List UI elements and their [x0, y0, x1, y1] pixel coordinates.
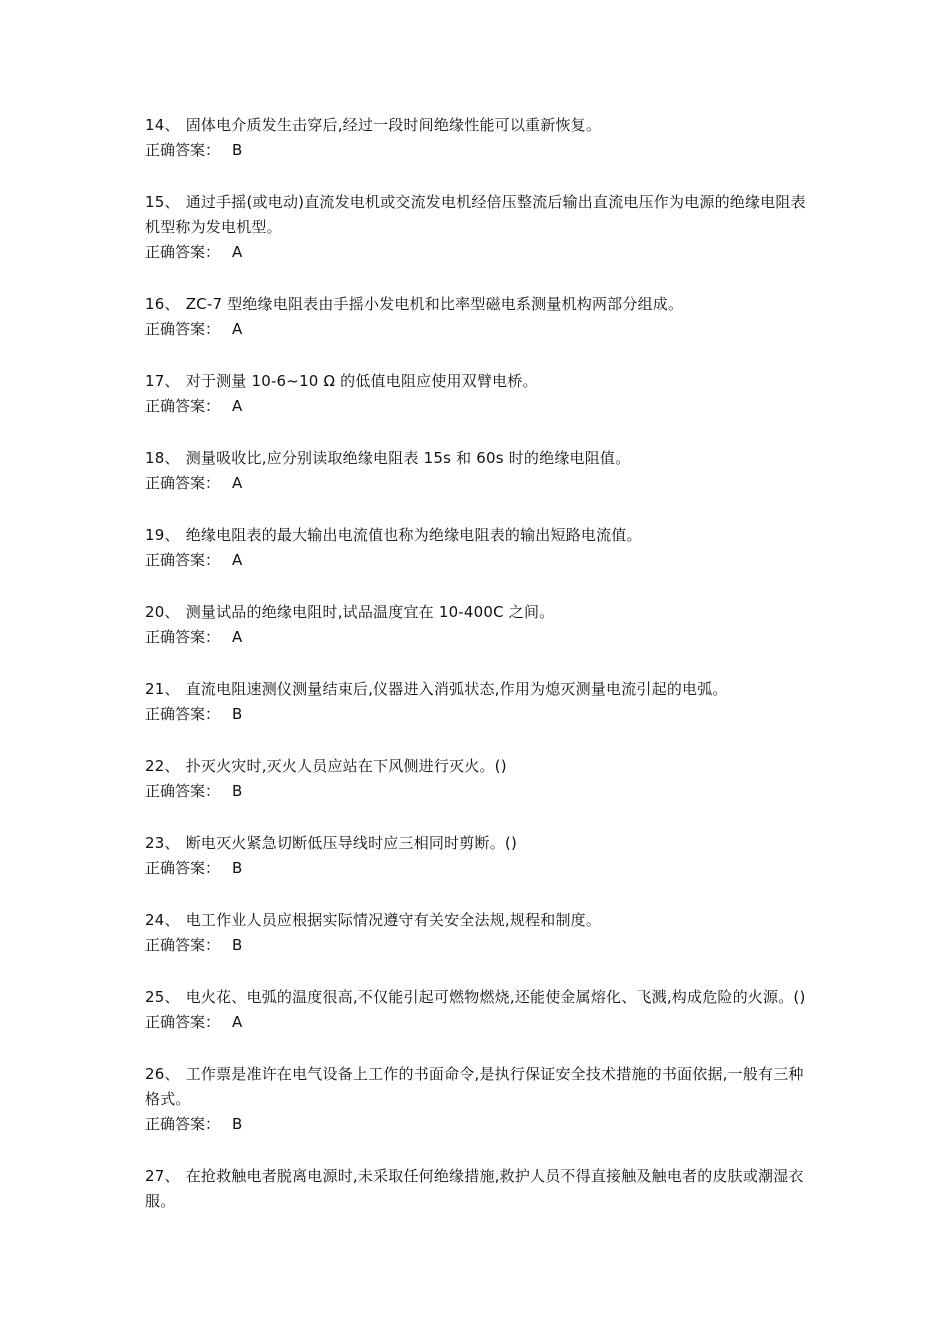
answer-label: 正确答案：: [145, 141, 221, 159]
question-item: [145, 600, 810, 650]
question-text: 固体电介质发生击穿后,经过一段时间绝缘性能可以重新恢复。: [185, 116, 602, 134]
question-item: [145, 292, 810, 342]
question-number: 14、: [145, 116, 180, 134]
question-number: 19、: [145, 526, 180, 544]
answer-line: [145, 1010, 810, 1035]
answer-line: [145, 240, 810, 265]
answer-value: B: [232, 859, 243, 877]
answer-line: [145, 1112, 810, 1137]
question-item: [145, 1062, 810, 1137]
answer-line: [145, 317, 810, 342]
question-number: 27、: [145, 1167, 180, 1185]
question-item: [145, 754, 810, 804]
answer-value: B: [232, 705, 243, 723]
answer-label: 正确答案：: [145, 859, 221, 877]
question-list: [145, 113, 810, 1241]
answer-line: [145, 548, 810, 573]
question-text: 直流电阻速测仪测量结束后,仪器进入消弧状态,作用为熄灭测量电流引起的电弧。: [185, 680, 728, 698]
answer-value: B: [232, 1115, 243, 1133]
answer-label: 正确答案：: [145, 1013, 221, 1031]
answer-value: B: [232, 782, 243, 800]
question-number: 22、: [145, 757, 180, 775]
answer-label: 正确答案：: [145, 1115, 221, 1133]
question-number: 21、: [145, 680, 180, 698]
answer-value: B: [232, 141, 243, 159]
question-text: 绝缘电阻表的最大输出电流值也称为绝缘电阻表的输出短路电流值。: [185, 526, 642, 544]
question-text: 电工作业人员应根据实际情况遵守有关安全法规,规程和制度。: [185, 911, 602, 929]
question-text: 通过手摇(或电动)直流发电机或交流发电机经倍压整流后输出直流电压作为电源的绝缘电阻表机型称为发电机型。: [145, 193, 806, 236]
question-item: [145, 523, 810, 573]
answer-line: [145, 394, 810, 419]
question-item: [145, 831, 810, 881]
question-item: [145, 677, 810, 727]
question-text: 对于测量 10-6~10 Ω 的低值电阻应使用双臂电桥。: [185, 372, 538, 390]
answer-value: A: [232, 243, 243, 261]
question-text: 在抢救触电者脱离电源时,未采取任何绝缘措施,救护人员不得直接触及触电者的皮肤或潮湿衣服。: [145, 1167, 804, 1210]
answer-label: 正确答案：: [145, 628, 221, 646]
answer-label: 正确答案：: [145, 782, 221, 800]
question-number: 25、: [145, 988, 180, 1006]
answer-label: 正确答案：: [145, 474, 221, 492]
question-item: [145, 113, 810, 163]
answer-line: [145, 471, 810, 496]
question-number: 23、: [145, 834, 180, 852]
question-text: 测量试品的绝缘电阻时,试品温度宜在 10-400C 之间。: [185, 603, 555, 621]
answer-value: A: [232, 320, 243, 338]
answer-value: B: [232, 936, 243, 954]
question-number: 24、: [145, 911, 180, 929]
answer-label: 正确答案：: [145, 936, 221, 954]
answer-value: A: [232, 397, 243, 415]
answer-line: [145, 779, 810, 804]
answer-value: A: [232, 551, 243, 569]
question-item: [145, 190, 810, 265]
question-item: [145, 908, 810, 958]
answer-value: A: [232, 628, 243, 646]
answer-line: [145, 625, 810, 650]
question-number: 15、: [145, 193, 180, 211]
question-number: 17、: [145, 372, 180, 390]
question-number: 18、: [145, 449, 180, 467]
answer-value: A: [232, 1013, 243, 1031]
answer-label: 正确答案：: [145, 320, 221, 338]
answer-label: 正确答案：: [145, 243, 221, 261]
question-item: [145, 1164, 810, 1214]
question-item: [145, 985, 810, 1035]
question-item: [145, 369, 810, 419]
answer-label: 正确答案：: [145, 551, 221, 569]
answer-line: [145, 933, 810, 958]
answer-value: A: [232, 474, 243, 492]
answer-line: [145, 702, 810, 727]
question-item: [145, 446, 810, 496]
question-text: 测量吸收比,应分别读取绝缘电阻表 15s 和 60s 时的绝缘电阻值。: [185, 449, 631, 467]
question-text: 断电灭火紧急切断低压导线时应三相同时剪断。(): [185, 834, 517, 852]
question-text: 工作票是准许在电气设备上工作的书面命令,是执行保证安全技术措施的书面依据,一般有三种格式。: [145, 1065, 804, 1108]
answer-line: [145, 856, 810, 881]
answer-label: 正确答案：: [145, 397, 221, 415]
question-text: 扑灭火灾时,灭火人员应站在下风侧进行灭火。(): [185, 757, 507, 775]
question-number: 20、: [145, 603, 180, 621]
question-text: ZC-7 型绝缘电阻表由手摇小发电机和比率型磁电系测量机构两部分组成。: [185, 295, 684, 313]
answer-line: [145, 138, 810, 163]
question-number: 26、: [145, 1065, 180, 1083]
question-text: 电火花、电弧的温度很高,不仅能引起可燃物燃烧,还能使金属熔化、飞溅,构成危险的火源。(): [185, 988, 806, 1006]
question-number: 16、: [145, 295, 180, 313]
answer-label: 正确答案：: [145, 705, 221, 723]
